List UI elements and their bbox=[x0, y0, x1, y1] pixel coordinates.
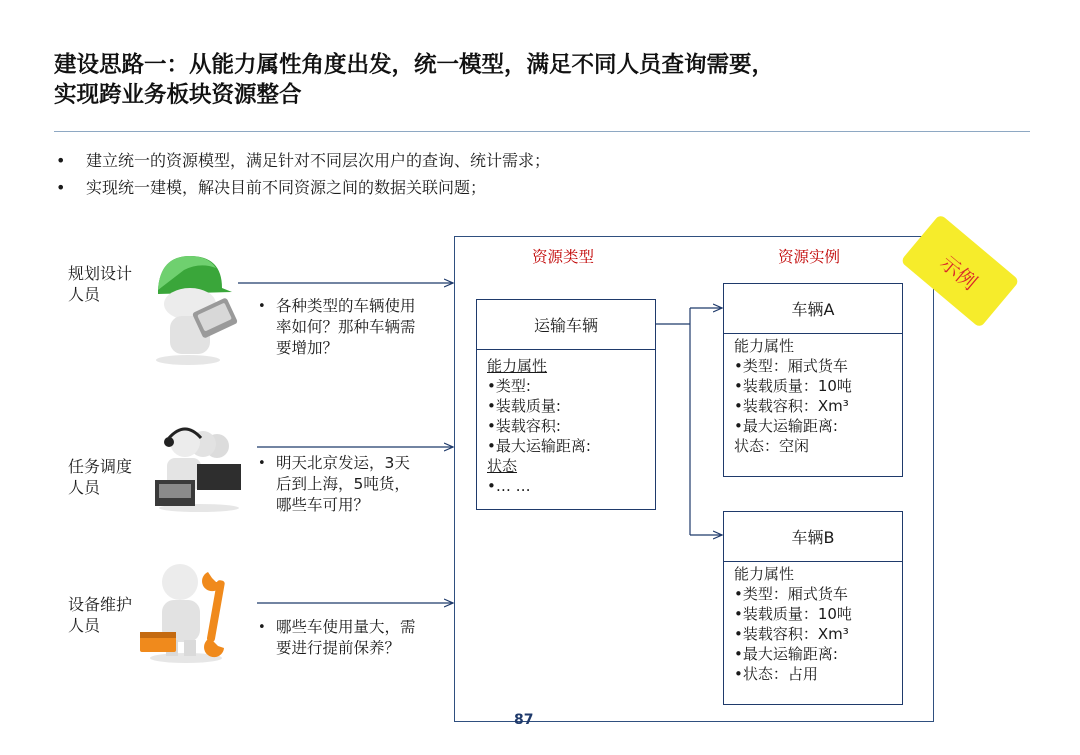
attribute-line: •… … bbox=[487, 477, 531, 495]
attribute-heading: 能力属性 bbox=[487, 357, 548, 375]
title-line-2: 实现跨业务板块资源整合 bbox=[54, 82, 302, 108]
column-header-resource-type: 资源类型 bbox=[532, 248, 595, 266]
title-line-1: 建设思路一：从能力属性角度出发，统一模型，满足不同人员查询需要， bbox=[54, 52, 775, 78]
resource-type-title: 运输车辆 bbox=[477, 300, 655, 350]
question-line: 率如何？那种车辆需 bbox=[276, 318, 416, 336]
bullet-item: • 建立统一的资源模型，满足针对不同层次用户的查询、统计需求； bbox=[56, 147, 550, 174]
column-header-resource-instance: 资源实例 bbox=[778, 248, 841, 266]
persona-label-line: 人员 bbox=[68, 285, 101, 304]
instance-a-title: 车辆A bbox=[724, 284, 902, 334]
question-line: 后到上海，5吨货， bbox=[276, 475, 410, 493]
question-line: 要进行提前保养？ bbox=[276, 639, 401, 657]
question-line: • 哪些车使用量大，需 bbox=[276, 618, 416, 636]
question-line: • 明天北京发运，3天 bbox=[276, 454, 410, 472]
attribute-line: •类型：厢式货车 bbox=[734, 585, 848, 603]
attribute-line: •装载质量: bbox=[487, 397, 561, 415]
question-line: 哪些车可用？ bbox=[276, 496, 370, 514]
attribute-line: •最大运输距离: bbox=[734, 417, 838, 435]
status-line: •状态：占用 bbox=[734, 665, 818, 683]
attribute-heading: 能力属性 bbox=[734, 337, 795, 355]
persona-label-line: 人员 bbox=[68, 478, 101, 497]
persona-label-line: 规划设计 bbox=[68, 264, 133, 283]
instance-b-title: 车辆B bbox=[724, 512, 902, 562]
attribute-line: •类型：厢式货车 bbox=[734, 357, 848, 375]
persona-label-line: 人员 bbox=[68, 616, 101, 635]
bullet-item: • 实现统一建模，解决目前不同资源之间的数据关联问题； bbox=[56, 174, 550, 201]
question-line: 要增加？ bbox=[276, 339, 339, 357]
page-number: 87 bbox=[514, 712, 534, 728]
persona-label-line: 设备维护 bbox=[68, 595, 133, 614]
attribute-line: •最大运输距离: bbox=[734, 645, 838, 663]
attribute-line: •装载容积：Xm³ bbox=[734, 625, 849, 643]
attribute-line: •类型: bbox=[487, 377, 531, 395]
attribute-line: •最大运输距离: bbox=[487, 437, 591, 455]
attribute-line: •装载容积：Xm³ bbox=[734, 397, 849, 415]
status-heading: 状态 bbox=[487, 457, 518, 475]
question-line: • 各种类型的车辆使用 bbox=[276, 297, 416, 315]
attribute-heading: 能力属性 bbox=[734, 565, 795, 583]
persona-label-line: 任务调度 bbox=[68, 457, 133, 476]
attribute-line: •装载质量：10吨 bbox=[734, 377, 852, 395]
status-line: 状态：空闲 bbox=[734, 437, 810, 455]
example-stamp-label: 示例 bbox=[936, 250, 983, 295]
attribute-line: •装载容积: bbox=[487, 417, 561, 435]
attribute-line: •装载质量：10吨 bbox=[734, 605, 852, 623]
